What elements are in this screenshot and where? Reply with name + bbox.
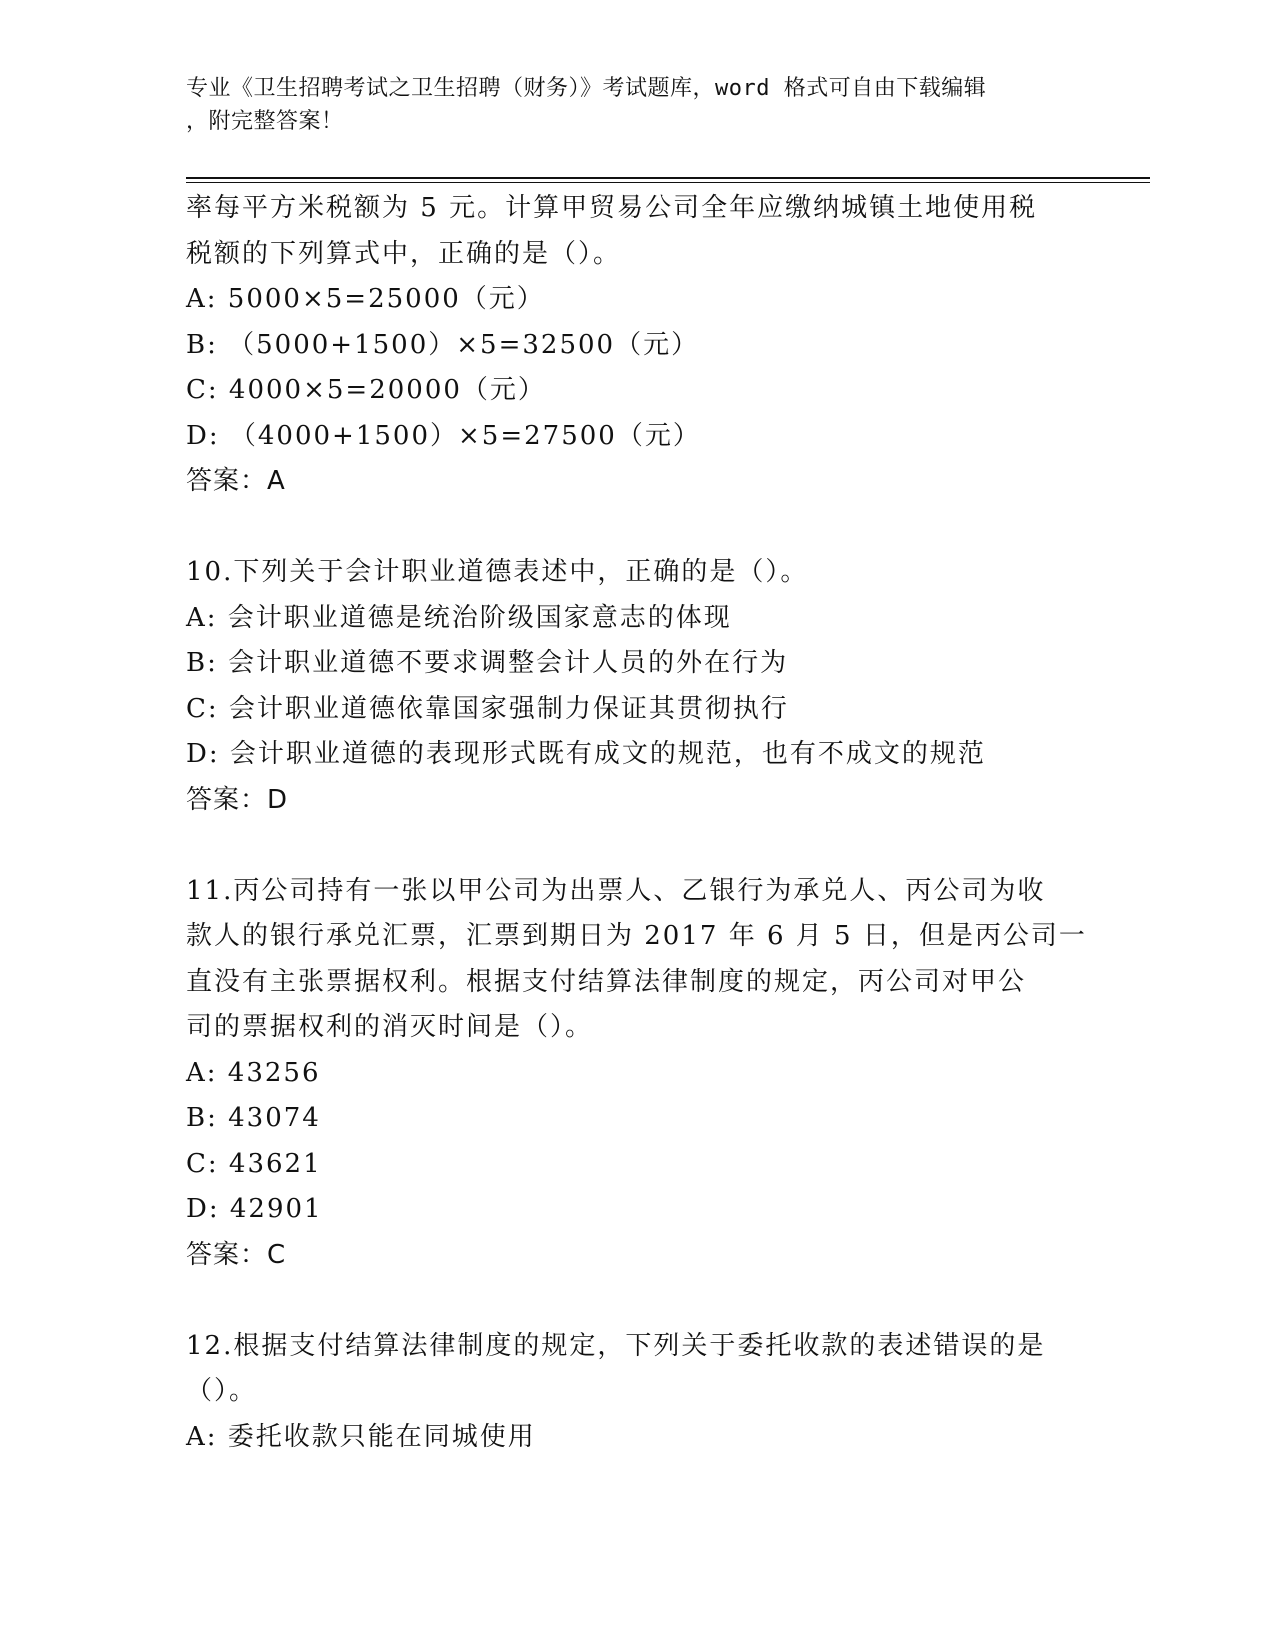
spacer (186, 1278, 1086, 1324)
spacer (186, 505, 1086, 551)
document-header (186, 72, 1066, 138)
question-stem-line: 10.下列关于会计职业道德表述中，正确的是（）。 (186, 557, 809, 587)
question-stem-line: 11.丙公司持有一张以甲公司为出票人、乙银行为承兑人、丙公司为收 (186, 875, 1046, 906)
option-a: A: 5000×5=25000（元） (186, 284, 545, 314)
option-b: B: 会计职业道德不要求调整会计人员的外在行为 (186, 648, 789, 678)
option-a: A: 43256 (186, 1057, 321, 1088)
option-b: B: （5000+1500）×5=32500（元） (186, 329, 700, 360)
option-d: D: 会计职业道德的表现形式既有成文的规范，也有不成文的规范 (186, 739, 986, 769)
header-rule-thin (186, 182, 1150, 183)
option-b: B: 43074 (186, 1103, 321, 1133)
answer-label: 答案：D (186, 784, 289, 815)
header-line-2: ，附完整答案！ (186, 109, 344, 134)
spacer (186, 823, 1086, 869)
question-stem-line: 司的票据权利的消灭时间是（）。 (186, 1012, 594, 1042)
header-line-1: 专业《卫生招聘考试之卫生招聘（财务）》考试题库，word 格式可自由下载编辑 (186, 76, 987, 101)
question-stem-line: 率每平方米税额为 5 元。计算甲贸易公司全年应缴纳城镇土地使用税 (186, 193, 1038, 223)
question-12 (186, 1324, 1086, 1461)
option-d: D: 42901 (186, 1194, 323, 1224)
question-stem-line: 款人的银行承兑汇票，汇票到期日为 2017 年 6 月 5 日，但是丙公司一 (186, 921, 1087, 951)
question-9 (186, 186, 1086, 505)
option-a: A: 委托收款只能在同城使用 (186, 1421, 536, 1452)
answer-label: 答案：C (186, 1239, 287, 1270)
option-c: C: 43621 (186, 1148, 322, 1179)
question-list (186, 186, 1086, 1460)
option-d: D: （4000+1500）×5=27500（元） (186, 420, 701, 451)
option-c: C: 会计职业道德依靠国家强制力保证其贯彻执行 (186, 693, 789, 724)
question-stem-line: 直没有主张票据权利。根据支付结算法律制度的规定，丙公司对甲公 (186, 966, 1027, 997)
question-10 (186, 550, 1086, 823)
question-stem-line: （）。 (186, 1376, 258, 1406)
header-rule-thick (186, 177, 1150, 179)
question-stem-line: 12.根据支付结算法律制度的规定，下列关于委托收款的表述错误的是 (186, 1330, 1046, 1361)
option-a: A: 会计职业道德是统治阶级国家意志的体现 (186, 602, 732, 633)
question-stem-line: 税额的下列算式中，正确的是（）。 (186, 238, 622, 269)
answer-label: 答案：A (186, 466, 286, 496)
option-c: C: 4000×5=20000（元） (186, 375, 546, 405)
question-11 (186, 869, 1086, 1279)
